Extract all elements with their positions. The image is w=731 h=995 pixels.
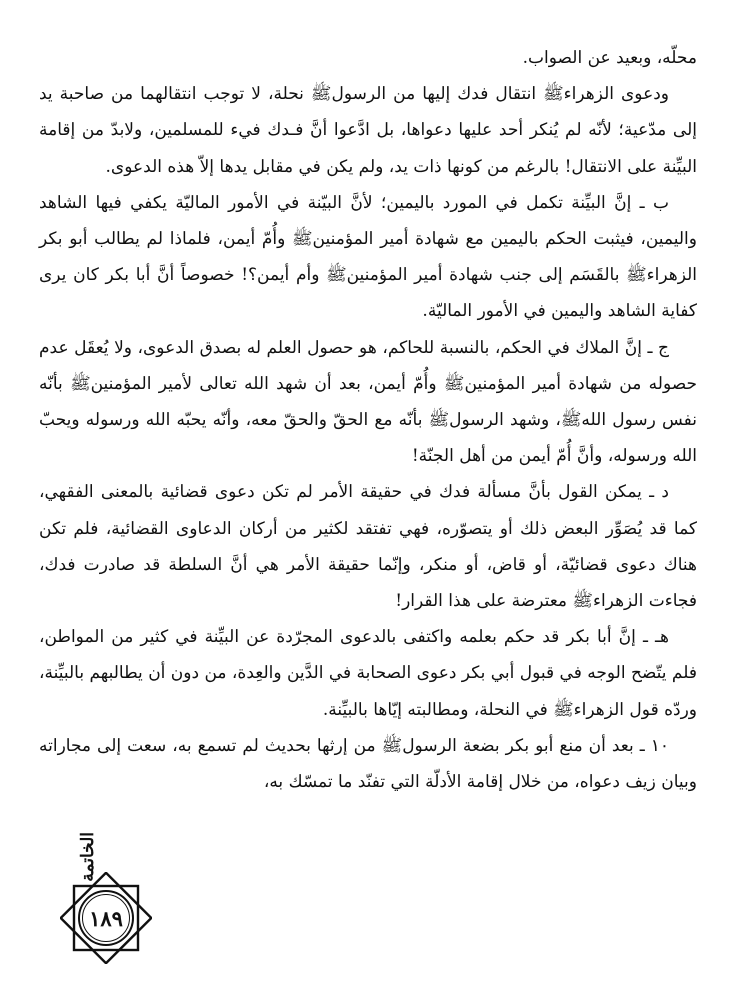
paragraph: ب ـ إنَّ البيِّنة تكمل في المورد باليمين؛ لأنَّ البيّنة في الأمور الماليّة يكفي فيها الشاهد واليمين، فيثبت الحكم باليمين مع شهادة أمير المؤمنينﷺ وأُمّ أيمن، فلماذا لم يطالب أبو بكر الزهراءﷺ بالقَسَم إلى جنب شهادة أمير المؤمنينﷺ وأم أيمن؟! خصوصاً أنَّ أبا بكر كان يرى كفاية الشاهد واليمين في الأمور الماليّة. [39, 192, 697, 322]
paragraph: هـ ـ إنَّ أبا بكر قد حكم بعلمه واكتفى بالدعوى المجرّدة عن البيِّنة في كثير من المواطن، فلم يتّضح الوجه في قبول أبي بكر دعوى الصحابة في الدَّين والعِدة، من دون أن يطالبهم بالبيِّنة، وردّه قول الزهراءﷺ في النحلة، ومطالبته إيّاها بالبيِّنة. [38, 627, 697, 720]
paragraph: ١٠ ـ بعد أن منع أبو بكر بضعة الرسولﷺ من إرثها بحديث لم تسمع به، سعت إلى مجاراته وبيان زيف دعواه، من خلال إقامة الأدلّة التي تفنّد ما تمسّك به، [39, 735, 697, 793]
paragraph: محلّه، وبعيد عن الصواب. [522, 48, 697, 68]
paragraph: ودعوى الزهراءﷺ انتقال فدك إليها من الرسولﷺ نحلة، لا توجب انتقالهما من صاحبة يد إلى مدّعية؛ لأنّه لم يُنكر أحد عليها دعواها، بل ادَّعوا أنَّ فـدك فيء للمسلمين، ولابدّ من إقامة البيِّنة على الانتقال! بالرغم من كونها ذات يد، ولم يكن في مقابل يدها إلاّ هذه الدعوى. [39, 84, 697, 177]
paragraph: ج ـ إنَّ الملاك في الحكم، بالنسبة للحاكم، هو حصول العلم له بصدق الدعوى، ولا يُعقَل عدم حصوله من شهادة أمير المؤمنينﷺ وأُمّ أيمن، بعد أن شهد الله تعالى لأمير المؤمنينﷺ بأنّه نفس رسول اللهﷺ، وشهد الرسولﷺ بأنّه مع الحقّ والحقّ معه، وأنّه يحبّه الله ورسوله ويحبّ الله ورسوله، وأنَّ أُمّ أيمن من أهل الجنّة! [39, 337, 697, 467]
page-number: ١٨٩ [89, 905, 123, 931]
chapter-side-title: الخاتمة [78, 832, 98, 882]
page-body-text [39, 40, 697, 800]
paragraph: د ـ يمكن القول بأنَّ مسألة فدك في حقيقة الأمر لم تكن دعوى قضائية بالمعنى الفقهي، كما قد يُصَوِّر البعض ذلك أو يتصوّره، فهي تفتقد لكثير من أركان الدعاوى القضائية، فلم تكن هناك دعوى قضائيّة، أو قاض، أو منكر، وإنّما حقيقة الأمر هي أنَّ السلطة قد صادرت فدك، فجاءت الزهراءﷺ معترضة على هذا القرار! [39, 482, 697, 612]
page-number-badge [60, 872, 152, 964]
